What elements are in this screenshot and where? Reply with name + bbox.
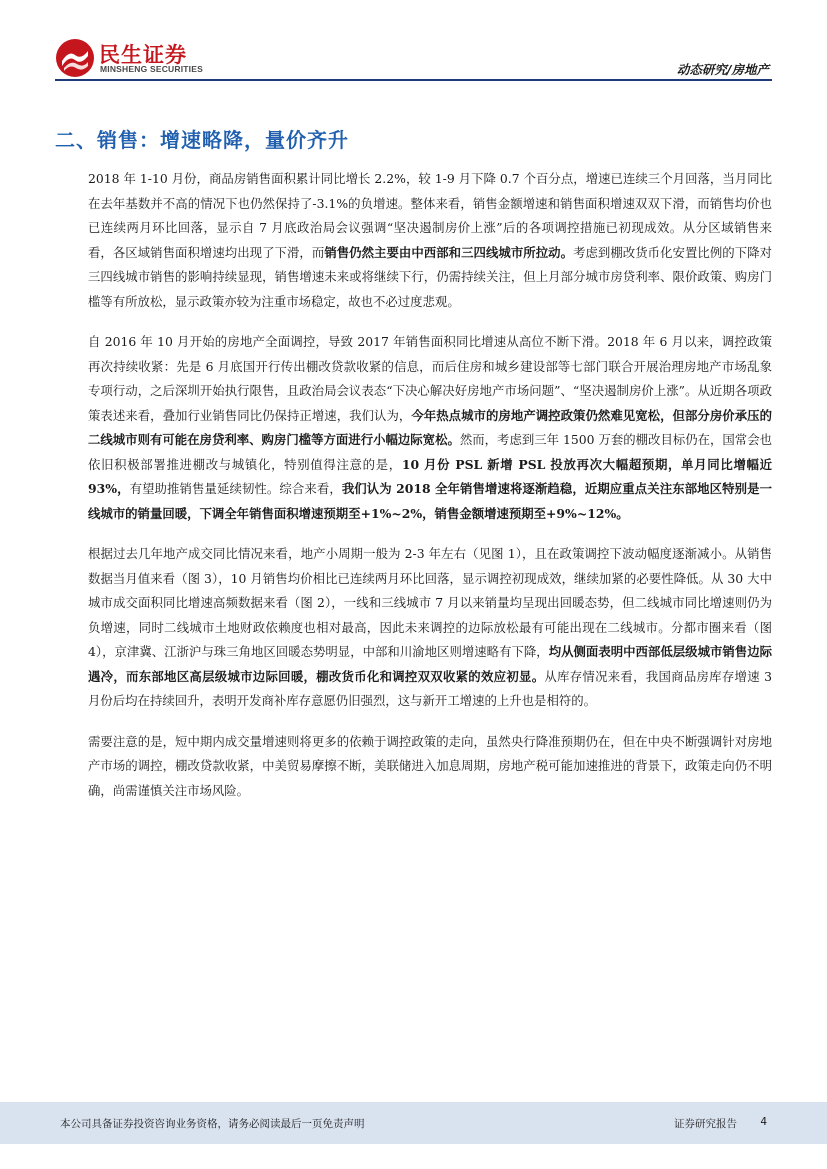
body-text xyxy=(88,167,772,819)
bold-text: 均从侧面表明中西部低层级城市销售边际遇冷，而东部地区高层级城市边际回暖，棚改货币化和调控双双收紧的效应初显。 xyxy=(88,644,773,684)
text: 自 2016 年 10 月开始的房地产全面调控，导致 2017 年销售面积同比增速从高位不断下滑。2018 年 6 月以来，调控政策再次持续收紧：先是 6 月底国开行传出棚改贷款收紧的信息，而后住房和城乡建设部等七部门联合开展治理房地产市场乱象专项行动，之后深圳开始执行限售，且政治局会议表态“下决心解决好房地产市场问题”、“坚决遏制房价上涨”。从近期各项政策表述来看，叠加行业销售同比仍保持正增速，我们认为， xyxy=(88,334,772,423)
text: 然而，考虑到三年 1500 万套的棚改目标仍在，国常会也依旧积极部署推进棚改与城镇化，特别值得注意的是， xyxy=(88,432,772,472)
paragraph xyxy=(88,730,772,804)
text: 从库存情况来看，我国商品房库存增速 3 月份后均在持续回升，表明开发商补库存意愿仍旧强烈，这与新开工增速的上升也是相符的。 xyxy=(88,668,772,708)
text: 需要注意的是，短中期内成交量增速则将更多的依赖于调控政策的走向，虽然央行降准预期仍在，但在中央不断强调针对房地产市场的调控，棚改贷款收紧，中美贸易摩擦不断，美联储进入加息周期，房地产税可能加速推进的背景下，政策走向仍不明确，尚需谨慎关注市场风险。 xyxy=(88,733,772,798)
paragraph xyxy=(88,330,772,526)
header-divider xyxy=(55,79,772,81)
bold-text: 10 月份 PSL 新增 PSL 投放再次大幅超预期，单月同比增幅近 93%， xyxy=(88,456,772,496)
text: 根据过去几年地产成交同比情况来看，地产小周期一般为 2-3 年左右（见图 1），且在政策调控下波动幅度逐渐减小。从销售数据当月值来看（图 3），10 月销售均价相比已连续两月环比回落，显示调控初现成效，继续加紧的必要性降低。从 30 大中城市成交面积同比增速高频数据来看（图 2），一线和三线城市 7 月以来销量均呈现出回暖态势，但二线城市同比增速则仍为负增速，同时二线城市土地财政依赖度也相对最高，因此未来调控的边际放松最有可能出现在二线城市。分都市圈来看（图 4），京津冀、江浙沪与珠三角地区回暖态势明显，中部和川渝地区则增速略有下降， xyxy=(88,546,772,659)
page-footer xyxy=(0,1102,827,1144)
section-heading: 二、销售：增速略降，量价齐升 xyxy=(55,128,349,152)
page-header xyxy=(0,0,827,92)
text: 考虑到棚改货币化安置比例的下降对三四线城市销售的影响持续显现，销售增速未来或将继续下行，仍需持续关注，但上月部分城市房贷利率、限价政策、购房门槛等有所放松，显示政策亦较为注重市场稳定，故也不必过度悲观。 xyxy=(88,244,773,309)
paragraph xyxy=(88,542,772,714)
footer-report-label: 证券研究报告 xyxy=(674,1118,737,1130)
minsheng-logo-icon xyxy=(55,38,95,78)
logo-chinese-name: 民生证券 xyxy=(99,43,187,67)
footer-disclaimer: 本公司具备证券投资咨询业务资格，请务必阅读最后一页免责声明 xyxy=(60,1118,365,1130)
bold-text: 销售仍然主要由中西部和三四线城市所拉动。 xyxy=(324,244,574,260)
text: 2018 年 1-10 月份，商品房销售面积累计同比增长 2.2%，较 1-9 月下降 0.7 个百分点，增速已连续三个月回落，当月同比在去年基数并不高的情况下也仍然保持了-3.1%的负增速。整体来看，销售金额增速和销售面积增速双双下滑，而销售均价也已连续两月环比回落，显示自 7 月底政治局会议强调“坚决遏制房价上涨”后的各项调控措施已初现成效。从分区域销售来看，各区域销售面积增速均出现了下滑，而 xyxy=(88,171,772,260)
paragraph xyxy=(88,167,772,314)
page-number: 4 xyxy=(760,1116,767,1128)
bold-text: 今年热点城市的房地产调控政策仍然难见宽松，但部分房价承压的二线城市则有可能在房贷利率、购房门槛等方面进行小幅边际宽松。 xyxy=(88,407,773,447)
logo-english-name: MINSHENG SECURITIES xyxy=(100,64,203,74)
text: 有望助推销售量延续韧性。综合来看， xyxy=(129,481,342,496)
report-category: 动态研究/房地产 xyxy=(676,62,769,77)
bold-text: 我们认为 2018 全年销售增速将逐渐趋稳，近期应重点关注东部地区特别是一线城市的销量回暖，下调全年销售面积增速预期至+1%~2%，销售金额增速预期至+9%~12%。 xyxy=(88,481,772,521)
company-logo xyxy=(55,38,215,78)
